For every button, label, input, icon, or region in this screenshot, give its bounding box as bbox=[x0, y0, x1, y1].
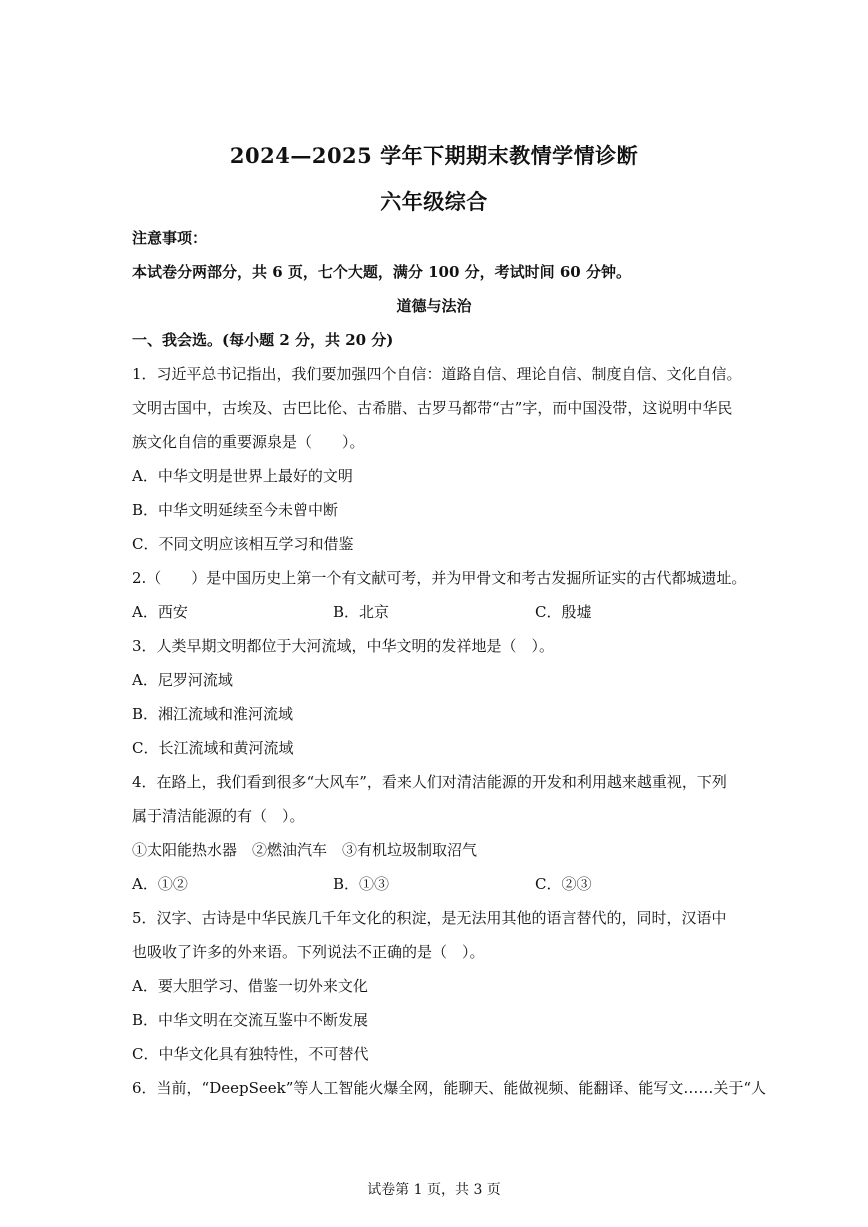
notice-text: 本试卷分两部分，共 6 页，七个大题，满分 100 分，考试时间 60 分钟。 bbox=[132, 263, 631, 281]
page-footer: 试卷第 1 页，共 3 页 bbox=[367, 1182, 501, 1198]
q5-option-b: B．中华文明在交流互鉴中不断发展 bbox=[132, 1011, 369, 1029]
q1-option-b: B．中华文明延续至今未曾中断 bbox=[132, 501, 339, 519]
q3-option-c: C．长江流域和黄河流域 bbox=[132, 739, 294, 757]
q5-stem-line2: 也吸收了许多的外来语。下列说法不正确的是（ ）。 bbox=[132, 943, 485, 961]
q4-stem-line2: 属于清洁能源的有（ ）。 bbox=[132, 807, 305, 825]
exam-title: 2024—2025 学年下期期末教情学情诊断 bbox=[229, 143, 639, 168]
q5-stem-line1: 5．汉字、古诗是中华民族几千年文化的积淀，是无法用其他的语言替代的，同时，汉语中 bbox=[132, 909, 727, 927]
q3-option-a: A．尼罗河流域 bbox=[132, 671, 233, 689]
q2-option-b: B．北京 bbox=[333, 603, 390, 621]
q5-option-c: C．中华文化具有独特性，不可替代 bbox=[132, 1045, 369, 1063]
q4-option-b: B．①③ bbox=[333, 875, 390, 893]
notice-heading: 注意事项： bbox=[132, 229, 208, 247]
q2-option-c: C．殷墟 bbox=[535, 603, 592, 621]
q1-option-c: C．不同文明应该相互学习和借鉴 bbox=[132, 535, 354, 553]
q4-stem-line1: 4．在路上，我们看到很多“大风车”，看来人们对清洁能源的开发和利用越来越重视，下列 bbox=[132, 773, 727, 791]
section-title: 道德与法治 bbox=[396, 297, 472, 315]
exam-subtitle: 六年级综合 bbox=[380, 189, 488, 214]
q1-stem-line1: 1．习近平总书记指出，我们要加强四个自信：道路自信、理论自信、制度自信、文化自信。 bbox=[132, 365, 742, 383]
q4-items: ①太阳能热水器 ②燃油汽车 ③有机垃圾制取沼气 bbox=[132, 841, 478, 859]
q2-option-a: A．西安 bbox=[132, 603, 188, 621]
q4-option-a: A．①② bbox=[132, 875, 188, 893]
q3-stem: 3．人类早期文明都位于大河流域，中华文明的发祥地是（ ）。 bbox=[132, 637, 555, 655]
part1-heading: 一、我会选。(每小题 2 分，共 20 分) bbox=[132, 331, 394, 349]
q1-stem-line2: 文明古国中，古埃及、古巴比伦、古希腊、古罗马都带“古”字，而中国没带，这说明中华民 bbox=[132, 399, 733, 417]
q1-option-a: A．中华文明是世界上最好的文明 bbox=[132, 467, 353, 485]
q2-stem: 2.（ ）是中国历史上第一个有文献可考，并为甲骨文和考古发掘所证实的古代都城遗址。 bbox=[132, 569, 747, 587]
q6-stem-line1: 6．当前，“DeepSeek”等人工智能火爆全网，能聊天、能做视频、能翻译、能写文……关于“人 bbox=[132, 1079, 767, 1097]
q4-option-c: C．②③ bbox=[535, 875, 592, 893]
q5-option-a: A．要大胆学习、借鉴一切外来文化 bbox=[132, 977, 368, 995]
q1-stem-line3: 族文化自信的重要源泉是（ ）。 bbox=[132, 433, 365, 451]
q3-option-b: B．湘江流域和淮河流域 bbox=[132, 705, 294, 723]
